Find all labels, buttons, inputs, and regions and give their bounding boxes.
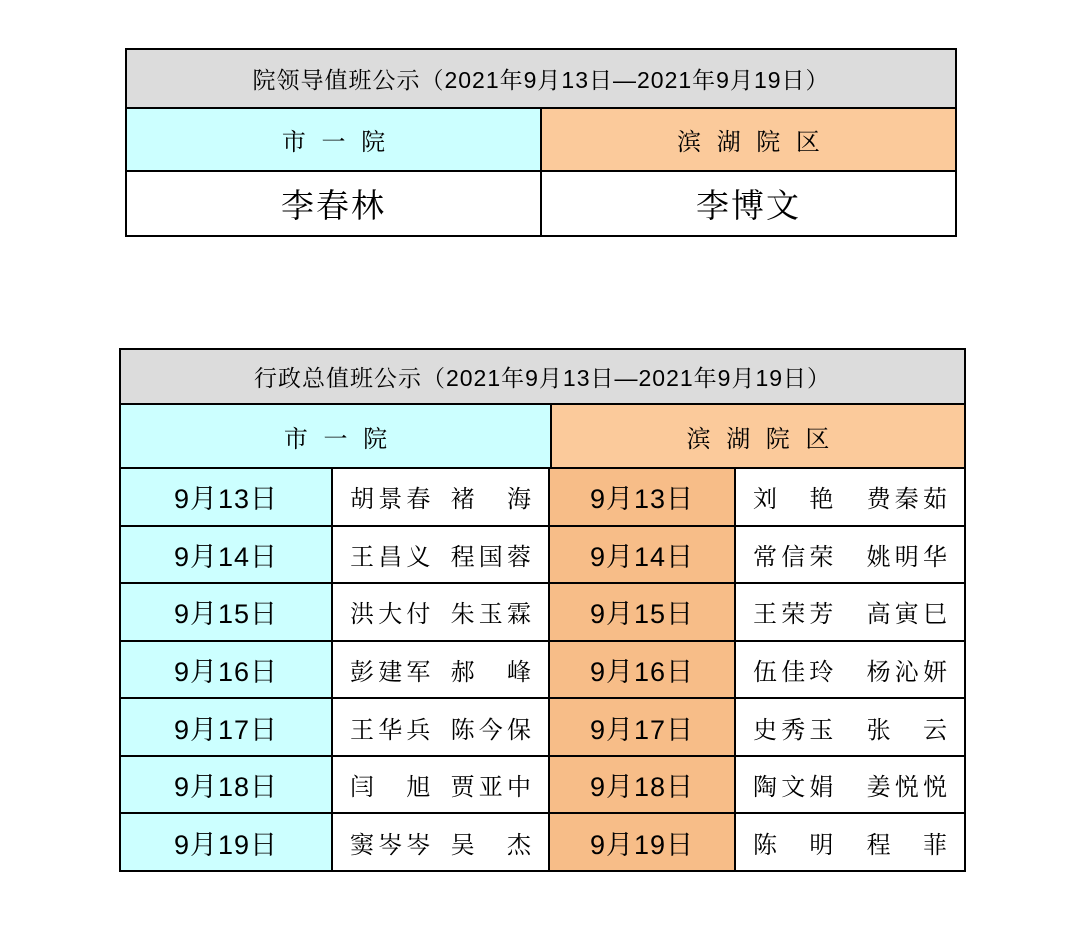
duty-name: 陈明 (753, 831, 834, 859)
leader-table-header-row (127, 107, 955, 170)
binhu-date: 9月19日 (589, 829, 695, 860)
leader-header-binhu-label: 滨湖院区 (677, 129, 836, 156)
leader-header-city (127, 109, 540, 170)
city-names-cell (331, 757, 548, 813)
admin-table-header-row (121, 403, 964, 467)
table-row (121, 755, 964, 813)
duty-name: 陈今保 (450, 716, 531, 744)
duty-name: 高寅巳 (866, 601, 947, 629)
duty-name: 闫旭 (350, 774, 431, 802)
binhu-names-cell (734, 642, 964, 698)
duty-name: 程国蓉 (450, 543, 531, 571)
table-row (121, 582, 964, 640)
city-date: 9月13日 (173, 484, 279, 515)
city-date-cell (121, 814, 331, 870)
leader-table-body-row (127, 170, 955, 235)
city-date-cell (121, 584, 331, 640)
binhu-date-cell (548, 642, 734, 698)
admin-table-title: 行政总值班公示（2021年9月13日—2021年9月19日） (253, 365, 832, 391)
binhu-date: 9月18日 (589, 772, 695, 803)
binhu-date: 9月16日 (589, 657, 695, 688)
duty-name: 胡景春 (350, 486, 431, 514)
binhu-date-cell (548, 814, 734, 870)
city-date-cell (121, 469, 331, 525)
binhu-names-cell (734, 757, 964, 813)
duty-name: 窦岑岑 (350, 831, 431, 859)
duty-name: 刘艳 (753, 486, 834, 514)
city-names-cell (331, 584, 548, 640)
leader-duty-table (125, 48, 957, 237)
city-names-cell (331, 527, 548, 583)
binhu-date-cell (548, 584, 734, 640)
admin-duty-table (119, 348, 966, 872)
binhu-names-cell (734, 469, 964, 525)
city-date-cell (121, 527, 331, 583)
city-date: 9月18日 (173, 772, 279, 803)
duty-name: 常信荣 (753, 543, 834, 571)
city-date-cell (121, 757, 331, 813)
leader-table-title-cell (127, 50, 955, 107)
city-names-cell (331, 642, 548, 698)
duty-name: 张云 (866, 716, 947, 744)
duty-name: 王荣芳 (753, 601, 834, 629)
binhu-date: 9月13日 (589, 484, 695, 515)
duty-name: 姚明华 (866, 543, 947, 571)
duty-name: 褚海 (450, 486, 531, 514)
duty-name: 洪大付 (350, 601, 431, 629)
table-row (121, 640, 964, 698)
leader-header-binhu (540, 109, 955, 170)
binhu-date: 9月15日 (589, 599, 695, 630)
leader-header-city-label: 市一院 (281, 129, 401, 156)
leader-person-city-cell (127, 172, 540, 235)
city-date-cell (121, 642, 331, 698)
city-date: 9月19日 (173, 829, 279, 860)
duty-name: 王昌义 (350, 543, 431, 571)
binhu-date: 9月14日 (589, 541, 695, 572)
leader-table-title-row (127, 50, 955, 107)
city-names-cell (331, 699, 548, 755)
leader-person-binhu: 李博文 (696, 187, 801, 224)
admin-header-binhu-label: 滨湖院区 (686, 425, 845, 453)
city-date-cell (121, 699, 331, 755)
binhu-names-cell (734, 814, 964, 870)
duty-name: 彭建军 (350, 659, 431, 687)
admin-table-title-row (121, 350, 964, 403)
table-row (121, 812, 964, 870)
admin-header-city-label: 市一院 (283, 425, 403, 453)
duty-name: 吴杰 (450, 831, 531, 859)
duty-name: 陶文娟 (753, 774, 834, 802)
table-row (121, 467, 964, 525)
admin-header-binhu (550, 405, 964, 467)
binhu-names-cell (734, 527, 964, 583)
city-names-cell (331, 469, 548, 525)
table-row (121, 525, 964, 583)
binhu-date-cell (548, 527, 734, 583)
table-row (121, 697, 964, 755)
binhu-names-cell (734, 584, 964, 640)
duty-name: 程菲 (866, 831, 947, 859)
duty-name: 贾亚中 (450, 774, 531, 802)
admin-table-title-cell (121, 350, 964, 403)
binhu-date-cell (548, 699, 734, 755)
admin-header-city (121, 405, 550, 467)
duty-name: 伍佳玲 (753, 659, 834, 687)
binhu-date: 9月17日 (589, 714, 695, 745)
duty-name: 姜悦悦 (866, 774, 947, 802)
city-date: 9月17日 (173, 714, 279, 745)
binhu-names-cell (734, 699, 964, 755)
leader-table-title: 院领导值班公示（2021年9月13日—2021年9月19日） (252, 67, 830, 93)
leader-person-binhu-cell (540, 172, 955, 235)
duty-name: 郝峰 (450, 659, 531, 687)
duty-name: 杨沁妍 (866, 659, 947, 687)
duty-name: 费秦茹 (866, 486, 947, 514)
duty-name: 王华兵 (350, 716, 431, 744)
duty-name: 朱玉霖 (450, 601, 531, 629)
city-date: 9月14日 (173, 541, 279, 572)
leader-person-city: 李春林 (281, 187, 386, 224)
binhu-date-cell (548, 469, 734, 525)
city-date: 9月15日 (173, 599, 279, 630)
city-date: 9月16日 (173, 657, 279, 688)
binhu-date-cell (548, 757, 734, 813)
duty-name: 史秀玉 (753, 716, 834, 744)
city-names-cell (331, 814, 548, 870)
